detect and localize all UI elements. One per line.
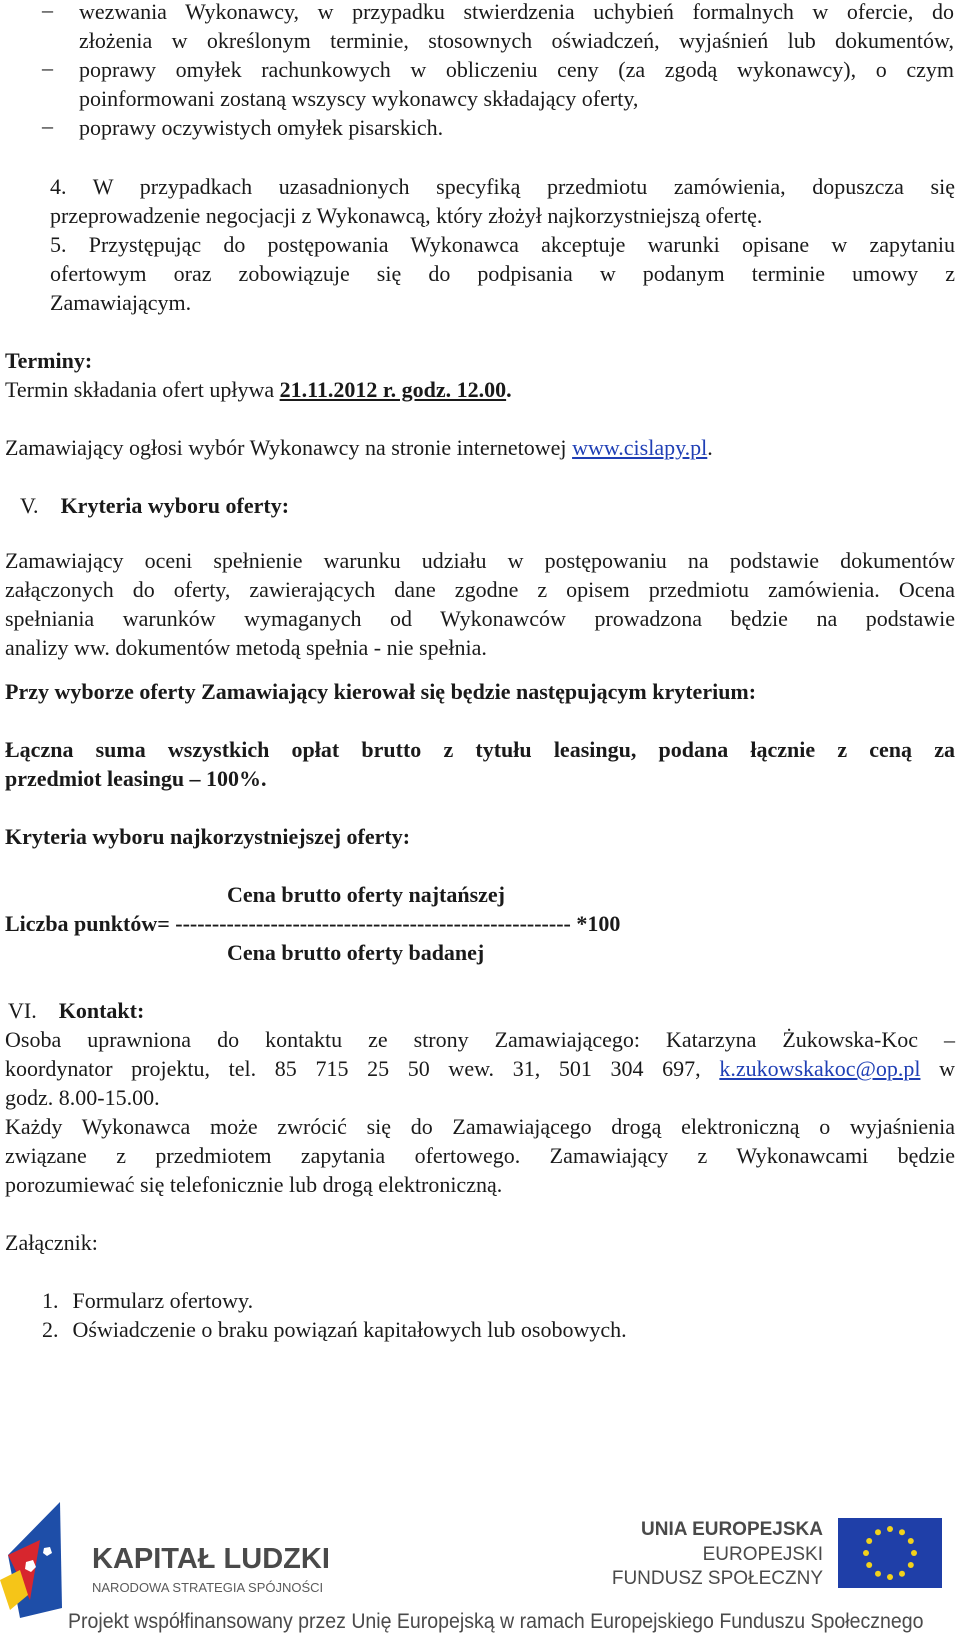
point-4-line-1: 4. W przypadkach uzasadnionych specyfiką przedmiotu zamówienia, dopuszcza się [50,174,955,199]
website-link[interactable]: www.cislapy.pl [572,435,708,460]
point-5-line-3: Zamawiającym. [50,290,192,315]
attachment-number: 2. [42,1317,59,1342]
contact-line-5: związane z przedmiotem zapytania ofertowego. Zamawiający z Wykonawcami będzie [5,1143,955,1168]
bullet-3-line-1: poprawy oczywistych omyłek pisarskich. [79,115,444,140]
bullet-1-line-2: złożenia w określonym terminie, stosownych oświadczeń, wyjaśnień lub dokumentów, [79,28,954,53]
kl-subtitle: NARODOWA STRATEGIA SPÓJNOŚCI [92,1580,324,1595]
section-5-heading [20,491,955,520]
best-offer-heading: Kryteria wyboru najkorzystniejszej oferty: [5,824,411,849]
cofinanced-note: Projekt współfinansowany przez Unię Europejską w ramach Europejskiego Funduszu Społecznego [68,1610,924,1633]
bullet-dash: – [42,0,53,22]
eu-star [899,1529,905,1535]
section-6-number: VI. [8,998,37,1023]
eu-star [911,1550,917,1556]
formula-denominator: Cena brutto oferty badanej [227,940,485,965]
eu-star [863,1550,869,1556]
bullet-2-line-1: poprawy omyłek rachunkowych w obliczeniu ceny (za zgodą wykonawcy), o czym [79,57,954,82]
bullet-2-line-2: poinformowani zostaną wszyscy wykonawcy składający oferty, [79,86,639,111]
contact-line-2 [5,1054,955,1083]
attachment-label: Oświadczenie o braku powiązań kapitałowych lub osobowych. [72,1317,627,1342]
deadline-suffix: . [506,377,512,402]
deadline-line [5,375,955,404]
point-5-line-1: 5. Przystępując do postępowania Wykonawca akceptuje warunki opisane w zapytaniu [50,232,955,257]
kl-title: KAPITAŁ LUDZKI [92,1543,330,1575]
section-5-number: V. [20,493,39,518]
announce-line [5,433,955,462]
section-5-title: Kryteria wyboru oferty: [60,493,290,518]
contact-line-6: porozumiewać się telefonicznie lub drogą elektroniczną. [5,1172,503,1197]
attachment-item [42,1315,955,1344]
announce-suffix: . [707,435,713,460]
deadline-value: 21.11.2012 r. godz. 12.00 [279,377,507,402]
contact-line-4: Każdy Wykonawca może zwrócić się do Zamawiającego drogą elektroniczną o wyjaśnienia [5,1114,955,1139]
criterion-intro: Przy wyborze oferty Zamawiający kierował się będzie następującym kryterium: [5,679,757,704]
section-5-para-line-1: Zamawiający oceni spełnienie warunku udziału w postępowaniu na podstawie dokumentów [5,548,955,573]
contact-line-2-prefix: koordynator projektu, tel. 85 715 25 50 wew. 31, 501 304 697, [5,1056,720,1081]
criterion-line-2: przedmiot leasingu – 100%. [5,766,267,791]
criterion-line-1: Łączna suma wszystkich opłat brutto z tytułu leasingu, podana łącznie z ceną za [5,737,955,762]
eu-star [866,1562,872,1568]
contact-line-2-suffix: w [920,1056,955,1081]
eu-line-3: FUNDUSZ SPOŁECZNY [611,1568,823,1589]
eu-star [908,1538,914,1544]
eu-star [887,1574,893,1580]
point-4-line-2: przeprowadzenie negocjacji z Wykonawcą, który złożył najkorzystniejszą ofertę. [50,203,763,228]
bullet-dash: – [42,55,53,80]
announce-prefix: Zamawiający ogłosi wybór Wykonawcy na stronie internetowej [5,435,573,460]
contact-line-3: godz. 8.00-15.00. [5,1085,160,1110]
bullet-1-line-1: wezwania Wykonawcy, w przypadku stwierdzenia uchybień formalnych w ofercie, do [79,0,954,24]
attachment-number: 1. [42,1288,59,1313]
contact-email-link[interactable]: k.zukowskakoc@op.pl [719,1056,921,1081]
contact-line-1: Osoba uprawniona do kontaktu ze strony Zamawiającego: Katarzyna Żukowska-Koc – [5,1027,955,1052]
eu-star [908,1562,914,1568]
point-5-line-2: ofertowym oraz zobowiązuje się do podpisania w podanym terminie umowy z [50,261,955,286]
eu-star [899,1571,905,1577]
eu-line-1: UNIA EUROPEJSKA [641,1519,823,1540]
eu-star [875,1571,881,1577]
eu-star [887,1526,893,1532]
section-5-para-line-3: spełniania warunków wymaganych od Wykonawców prowadzona będzie na podstawie [5,606,955,631]
eu-star [866,1538,872,1544]
attachment-item [42,1286,955,1315]
eu-line-2: EUROPEJSKI [702,1544,823,1565]
deadline-prefix: Termin składania ofert upływa [5,377,280,402]
eu-star [875,1529,881,1535]
formula-line: Liczba punktów= ------------------------------------------------------ *100 [5,911,621,936]
section-6-heading [8,996,955,1025]
formula-numerator: Cena brutto oferty najtańszej [227,882,505,907]
bullet-dash: – [42,113,53,138]
attachment-label: Formularz ofertowy. [72,1288,254,1313]
terminy-heading: Terminy: [5,348,93,373]
section-5-para-line-2: załączonych do oferty, zawierających dane zgodne z opisem przedmiotu zamówienia. Ocena [5,577,955,602]
section-6-title: Kontakt: [58,998,145,1023]
section-5-para-line-4: analizy ww. dokumentów metodą spełnia - nie spełnia. [5,635,487,660]
attachments-heading: Załącznik: [5,1230,98,1255]
